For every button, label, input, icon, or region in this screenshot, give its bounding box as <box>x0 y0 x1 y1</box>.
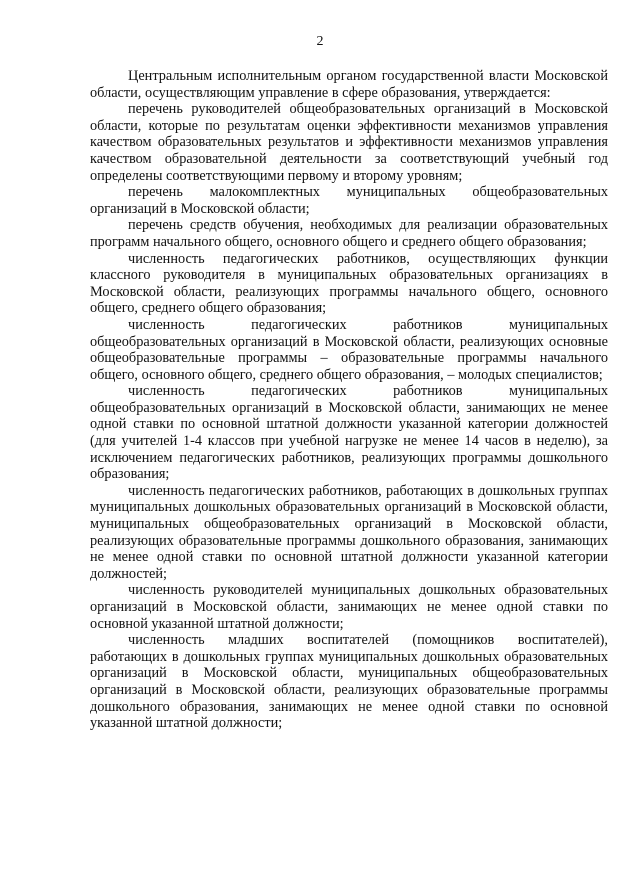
page-number: 2 <box>316 34 324 49</box>
paragraph-list-item: перечень малокомплектных муниципальных общеобразовательных организаций в Московской области; <box>90 184 608 217</box>
paragraph-list-item: численность педагогических работников, осуществляющих функции классного руководителя в муниципальных образовательных организациях в Московской области, реализующих программы начального общего, основного общего, среднего общего образования; <box>90 250 608 317</box>
document-body <box>90 68 608 732</box>
paragraph-list-item: перечень средств обучения, необходимых для реализации образовательных программ начального общего, основного общего и среднего общего образования; <box>90 217 608 250</box>
paragraph-list-item: численность педагогических работников муниципальных общеобразовательных организаций в Московской области, реализующих основные общеобразовательные программы – образовательные программы начального общего, основного общего, среднего общего образования, – молодых специалистов; <box>90 316 608 383</box>
paragraph-list-item: перечень руководителей общеобразовательных организаций в Московской области, которые по результатам оценки эффективности механизмов управления качеством образовательных результатов и эффективности механизмов управления качеством образовательной деятельности за соответствующий учебный год определены соответствующими первому и второму уровням; <box>90 101 608 184</box>
paragraph-list-item: численность младших воспитателей (помощников воспитателей), работающих в дошкольных группах муниципальных дошкольных образовательных организаций в Московской области, муниципальных общеобразовательных организаций в Московской области, реализующих образовательные программы дошкольного образования, занимающих не менее одной ставки по основной указанной штатной должности; <box>90 632 608 732</box>
paragraph-list-item: численность педагогических работников муниципальных общеобразовательных организаций в Московской области, занимающих не менее одной ставки по основной штатной должности указанной категории должностей (для учителей 1-4 классов при учебной нагрузке не менее 14 часов в неделю), за исключением педагогических работников, реализующих программы дошкольного образования; <box>90 383 608 483</box>
paragraph-intro: Центральным исполнительным органом государственной власти Московской области, осуществляющим управление в сфере образования, утверждается: <box>90 68 608 101</box>
paragraph-list-item: численность педагогических работников, работающих в дошкольных группах муниципальных дошкольных образовательных организаций в Московской области, муниципальных общеобразовательных организаций в Московской области, реализующих образовательные программы дошкольного образования, занимающих не менее одной ставки по основной штатной должности указанной категории должностей; <box>90 482 608 582</box>
paragraph-list-item: численность руководителей муниципальных дошкольных образовательных организаций в Московской области, занимающих не менее одной ставки по основной указанной штатной должности; <box>90 582 608 632</box>
